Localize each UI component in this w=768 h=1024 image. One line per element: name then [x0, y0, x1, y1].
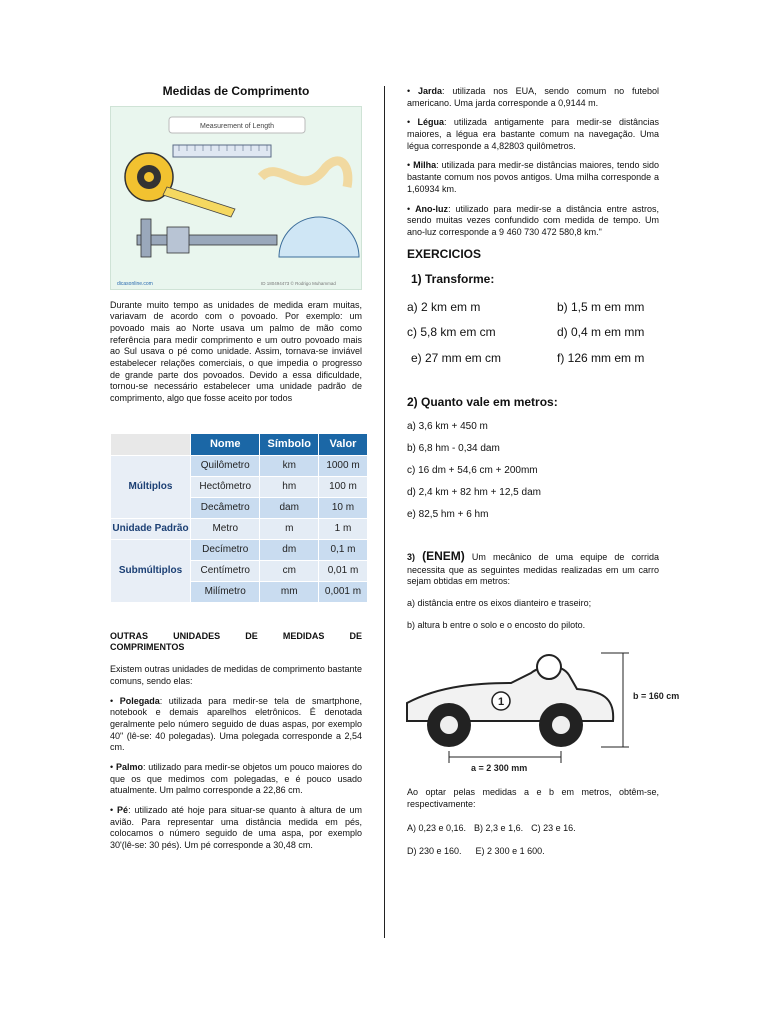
palmo-item: • Palmo: utilizado para medir-se objetos um pouco maiores do que os que medimos com polegadas, e é pouco usado atualmente. Um palmo corresponde a 22,86 cm. [110, 761, 362, 796]
q1-title: 1) Transforme: [411, 272, 495, 287]
q1-item: d) 0,4 m em mm [557, 325, 645, 340]
q3-statement [407, 549, 659, 588]
q3-options-row2 [407, 846, 659, 858]
term: Milha [413, 160, 437, 171]
group-unidade-padrao: Unidade Padrão [111, 518, 191, 539]
exercises-heading: EXERCICIOS [407, 246, 482, 261]
q2-item: c) 16 dm + 54,6 cm + 200mm [407, 465, 538, 477]
heading-word: DE [349, 630, 362, 641]
legua-item: • Légua: utilizada antigamente para medir-se distâncias maiores, a légua era bastante comum na navegação. Uma légua corresponde a 4,82803 quilômetros. [407, 117, 659, 151]
caliper-icon [137, 219, 277, 257]
definition: : utilizado para medir-se objetos um pouco maiores do que os que medimos com polegadas, e é pouco usado atualmente. Um palmo corresponde a 22,86 cm. [110, 761, 362, 796]
q1-item: b) 1,5 m em mm [557, 299, 645, 314]
q1-items [407, 300, 659, 367]
term: Palmo [115, 761, 143, 772]
cell-name: Decímetro [191, 539, 260, 560]
milha-item: • Milha: utilizada para medir-se distâncias maiores, tendo sido bastante comum nos povos antigos. Uma milha corresponde a 1,60934 km. [407, 160, 660, 194]
label-a: a = 2 300 mm [471, 763, 528, 774]
cell-value: 100 m [319, 476, 368, 497]
footer-left: dicasonline.com [117, 280, 153, 287]
q3-question: Ao optar pelas medidas a e b em metros, obtêm-se, respectivamente: [407, 787, 659, 809]
q3-a: a) distância entre os eixos dianteiro e traseiro; [407, 598, 592, 609]
q2-title: 2) Quanto vale em metros: [407, 394, 558, 409]
polegada-item: • Polegada: utilizada para medir-se tela de smartphone, notebook e demais aparelhos eletrônicos. É denotada geralmente pelo número seguido de duas aspas, por exemplo 40" (lê-se: 40 polegadas). Uma polegada corresponde a 2,54 cm. [110, 695, 362, 753]
car-number: 1 [497, 696, 505, 709]
term: Ano-luz [415, 203, 449, 214]
q1-item: f) 126 mm em m [557, 350, 645, 365]
cell-value: 10 m [319, 497, 368, 518]
definition: : utilizada antigamente para medir-se distâncias maiores, a légua era bastante comum na navegação. Uma légua corresponde a 4,82803 quilômetros. [407, 117, 659, 151]
definition: : utilizado para medir-se a distância entre astros, sendo muitas vezes confundido com medida de tempo. Um ano-luz corresponde a 9 460 730 472 580,8 km." [407, 203, 659, 237]
pe-item: • Pé: utilizado até hoje para situar-se quanto à altura de um avião. Para representar uma distância medida em pés, colocamos o número seguido de uma aspa, por exemplo 30'(lê-se: 30 pés). Um pé corresponde a 30,48 cm. [110, 805, 363, 851]
cell-value: 1000 m [319, 455, 368, 476]
term: Polegada [119, 695, 160, 706]
cell-name: Centímetro [191, 560, 260, 581]
right-column [407, 86, 680, 858]
q1-item: a) 2 km em m [407, 299, 481, 314]
measurement-illustration [110, 106, 362, 290]
definition: : utilizada para medir-se distâncias maiores, tendo sido bastante comum nos povos antigos. Uma milha corresponde a 1,60934 km. [407, 160, 660, 194]
page-title: Medidas de Comprimento [162, 84, 310, 98]
q2-item: e) 82,5 hm + 6 hm [407, 509, 489, 521]
definition: : utilizada para medir-se tela de smartphone, notebook e demais aparelhos eletrônicos. É denotada geralmente pelo número seguido de duas aspas, por exemplo 40" (lê-se: 40 polegadas). Uma polegada corresponde a 2,54 cm. [110, 695, 362, 753]
option-c: C) 23 e 16. [531, 822, 576, 833]
term: Pé [117, 805, 129, 816]
flexible-tape-icon [261, 161, 348, 187]
jarda-item: • Jarda: utilizada nos EUA, sendo comum no futebol americano. Uma jarda corresponde a 0,9144 m. [407, 86, 659, 108]
term: Jarda [418, 86, 443, 96]
protractor-icon [279, 217, 359, 257]
cell-symbol: dm [260, 539, 319, 560]
option-b: B) 2,3 e 1,6. [474, 822, 524, 833]
other-units-heading [110, 631, 362, 654]
q3-enem-tag: (ENEM) [422, 549, 465, 564]
cell-value: 0,01 m [319, 560, 368, 581]
intro-paragraph: Durante muito tempo as unidades de medida eram muitas, variavam de acordo com o povoado. Por exemplo: um povoado mais ao Norte usava um palmo de mão como referência para medir comprimento e um outro povoado mais ao Sul usava o pé como unidade. Assim, tornava-se inviável estabelecer relações comerciais, o que impedia o progresso de grande parte dos povoados. Devido a essa dificuldade, tornou-se necessário estabelecer uma unidade padrão de comprimento, algo que fosse aceito por todos [110, 299, 362, 404]
cell-symbol: cm [260, 560, 319, 581]
q1-item: c) 5,8 km em cm [407, 325, 496, 340]
heading-word: OUTRAS [110, 630, 148, 641]
heading-word: MEDIDAS [282, 630, 325, 641]
option-d: D) 230 e 160. [407, 846, 462, 857]
table-row [111, 455, 368, 476]
q3-number: 3) [407, 552, 416, 563]
cell-value: 0,001 m [319, 581, 368, 602]
heading-word: UNIDADES [173, 630, 221, 641]
table-row [111, 518, 368, 539]
race-car-diagram [401, 645, 691, 775]
table-corner [111, 433, 191, 455]
tape-measure-icon [125, 153, 235, 217]
header-nome: Nome [191, 433, 260, 455]
cell-name: Hectômetro [191, 476, 260, 497]
cell-symbol: dam [260, 497, 319, 518]
cell-name: Decâmetro [191, 497, 260, 518]
group-multiplos: Múltiplos [111, 455, 191, 518]
header-simbolo: Símbolo [260, 433, 319, 455]
option-a: A) 0,23 e 0,16. [407, 822, 467, 833]
header-valor: Valor [319, 433, 368, 455]
definition: : utilizada nos EUA, sendo comum no futebol americano. Uma jarda corresponde a 0,9144 m. [407, 86, 659, 108]
units-table [110, 433, 368, 603]
cell-name: Milímetro [191, 581, 260, 602]
group-submultiplos: Submúltiplos [111, 539, 191, 602]
other-units-intro: Existem outras unidades de medidas de comprimento bastante comuns, sendo elas: [110, 664, 362, 686]
q3-options-row1 [407, 823, 659, 835]
banner-text: Measurement of Length [200, 122, 274, 130]
heading-word: COMPRIMENTOS [110, 642, 185, 653]
ruler-icon [173, 145, 271, 157]
q2-items [407, 420, 659, 521]
cell-symbol: km [260, 455, 319, 476]
q3-text: Um mecânico de uma equipe de corrida necessita que as seguintes medidas realizadas em um carro sejam obtidas em metros: [407, 552, 659, 587]
cell-symbol: m [260, 518, 319, 539]
q1-item: e) 27 mm em cm [411, 350, 502, 365]
cell-name: Quilômetro [191, 455, 260, 476]
table-row [111, 539, 368, 560]
q3-b: b) altura b entre o solo e o encosto do piloto. [407, 619, 586, 630]
label-b: b = 160 cm [633, 691, 680, 702]
q2-item: a) 3,6 km + 450 m [407, 421, 488, 433]
option-e: E) 2 300 e 1 600. [475, 846, 545, 857]
q2-item: d) 2,4 km + 82 hm + 12,5 dam [407, 487, 541, 499]
cell-value: 1 m [319, 518, 368, 539]
cell-name: Metro [191, 518, 260, 539]
cell-symbol: mm [260, 581, 319, 602]
column-divider [384, 86, 385, 938]
heading-word: DE [245, 630, 258, 641]
q2-item: b) 6,8 hm - 0,34 dam [407, 443, 500, 455]
ano-luz-item: • Ano-luz: utilizado para medir-se a distância entre astros, sendo muitas vezes confundido com medida de tempo. Um ano-luz corresponde a 9 460 730 472 580,8 km." [407, 203, 659, 237]
footer-right: ID 180494473 © Rodrigo Muhammad [261, 280, 336, 286]
cell-value: 0,1 m [319, 539, 368, 560]
cell-symbol: hm [260, 476, 319, 497]
left-column [110, 84, 362, 860]
race-car-icon [407, 655, 613, 747]
term: Légua [417, 117, 445, 128]
definition: : utilizado até hoje para situar-se quanto à altura de um avião. Para representar uma distância medida em pés, colocamos o número seguido de uma aspa, por exemplo 30'(lê-se: 30 pés). Um pé corresponde a 30,48 cm. [110, 805, 363, 851]
